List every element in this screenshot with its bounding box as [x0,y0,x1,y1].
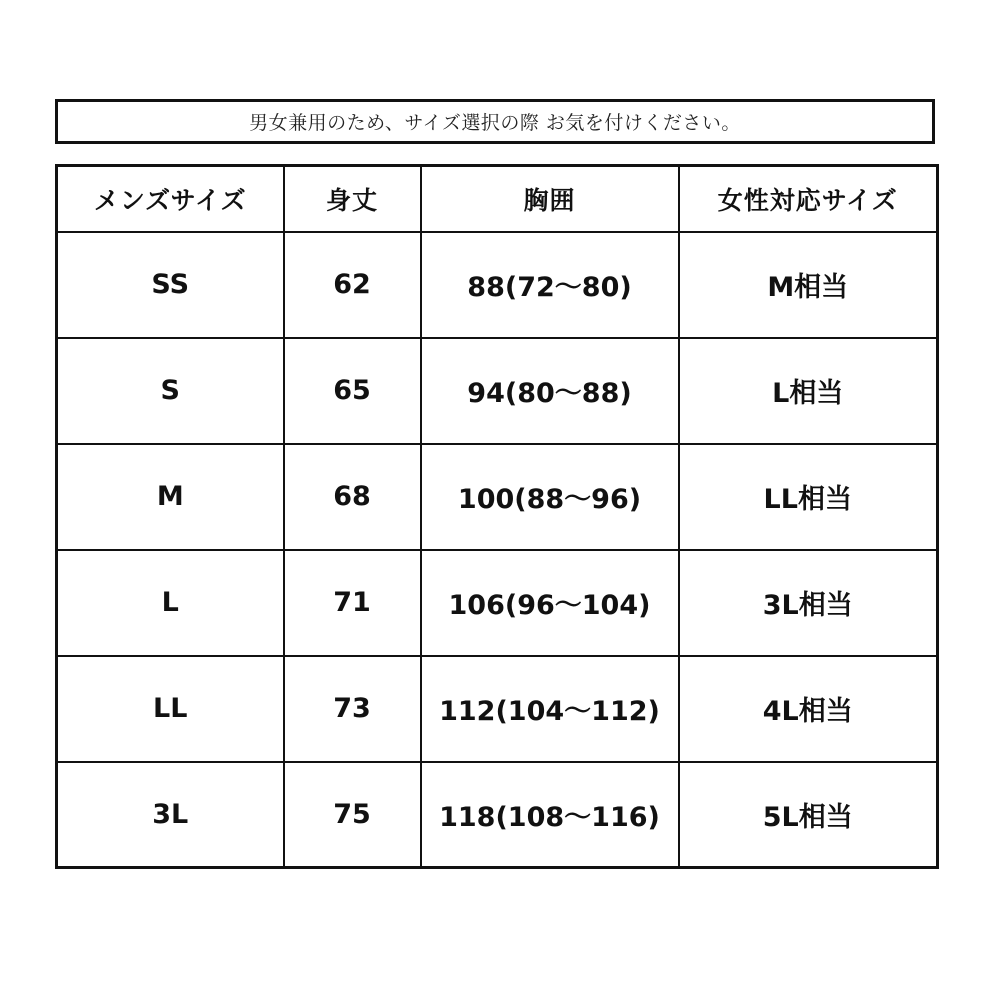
unisex-notice: 男女兼用のため、サイズ選択の際 お気を付けください。 [55,99,935,144]
cell-mens-size: LL [57,656,284,762]
table-row [57,656,938,762]
cell-womens-size: 3L相当 [679,550,938,656]
cell-mens-size: L [57,550,284,656]
cell-womens-size: L相当 [679,338,938,444]
cell-chest: 112(104～112) [421,656,679,762]
cell-length: 75 [284,762,421,868]
header-length: 身丈 [284,166,421,232]
cell-mens-size: S [57,338,284,444]
table-row [57,338,938,444]
cell-mens-size: SS [57,232,284,338]
cell-womens-size: 4L相当 [679,656,938,762]
header-mens-size: メンズサイズ [57,166,284,232]
table-row [57,550,938,656]
cell-chest: 100(88～96) [421,444,679,550]
size-table [55,164,939,869]
cell-chest: 94(80～88) [421,338,679,444]
table-row [57,762,938,868]
cell-length: 62 [284,232,421,338]
table-header [57,166,938,232]
cell-mens-size: 3L [57,762,284,868]
cell-length: 73 [284,656,421,762]
cell-chest: 106(96～104) [421,550,679,656]
cell-womens-size: M相当 [679,232,938,338]
table-row [57,232,938,338]
table-body [57,232,938,868]
header-row [57,166,938,232]
cell-length: 65 [284,338,421,444]
cell-womens-size: LL相当 [679,444,938,550]
cell-chest: 88(72～80) [421,232,679,338]
header-chest: 胸囲 [421,166,679,232]
header-womens-size: 女性対応サイズ [679,166,938,232]
cell-length: 68 [284,444,421,550]
cell-womens-size: 5L相当 [679,762,938,868]
cell-chest: 118(108～116) [421,762,679,868]
cell-length: 71 [284,550,421,656]
cell-mens-size: M [57,444,284,550]
table-row [57,444,938,550]
